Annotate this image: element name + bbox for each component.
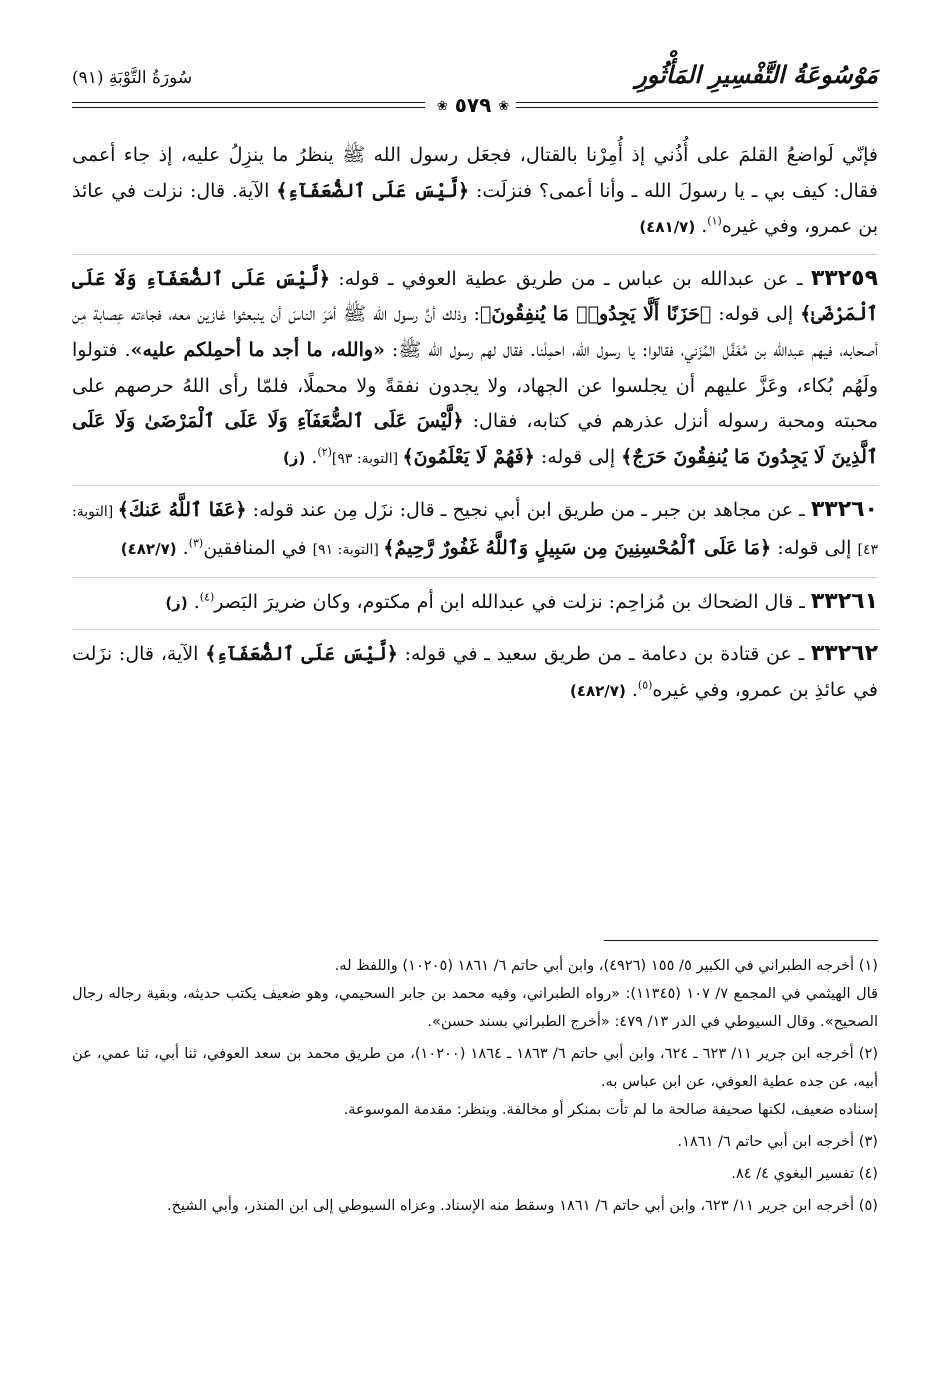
entry-text: ـ قال الضحاك بن مُزاحِم: نزلت في عبدالله ابن أم مكتوم، وكان ضريرَ البَصر — [214, 590, 811, 613]
entry-text: الآية، قال: نزَلت في عائذِ بن عمرو، وفي غيره — [72, 643, 878, 701]
page-number-block — [427, 93, 519, 117]
quran-verse: ﴿لَّيْسَ عَلَى ٱلضُّعَفَآءِ﴾ — [205, 643, 398, 666]
entry-text: إلى قوله: — [771, 536, 858, 559]
entry-text: إلى قوله: — [711, 303, 801, 326]
entry-text: . — [176, 536, 189, 559]
footnote-paragraph: (٣) أخرجه ابن أبي حاتم ٦/ ١٨٦١. — [677, 1133, 878, 1150]
entry-text: إلى قوله: — [534, 445, 622, 468]
page-header — [72, 58, 878, 120]
entry-text: الآية. قال: نزلت في عائذ بن عمرو، وفي غيره — [72, 179, 878, 238]
entry-text: . — [625, 678, 638, 701]
verse-reference: [التوبة: ٤٣] — [72, 504, 878, 558]
entry-text: ـ عن قتادة بن دعامة ـ من طريق سعيد ـ في قوله: — [397, 643, 811, 666]
footnote — [72, 1040, 878, 1124]
footnote — [72, 952, 878, 1036]
footnote — [72, 1192, 878, 1220]
narration-number: ٣٣٢٥٩ — [810, 265, 878, 291]
quran-verse: ﴿لَّيْسَ عَلَى ٱلضُّعَفَآءِ وَلَا عَلَى ٱلْمَرْضَىٰ وَلَا عَلَى ٱلَّذِينَ لَا يَجِدُونَ مَا يُنفِقُونَ حَرَجٌ﴾ — [72, 410, 878, 468]
volume-reference: (٤٨١/٧) — [639, 218, 696, 237]
volume-reference: (ز) — [165, 593, 188, 612]
entry-text: . — [695, 215, 708, 238]
header-rule-right — [516, 102, 878, 108]
footnote-paragraph: (٥) أخرجه ابن جرير ١١/ ٦٢٣، وابن أبي حاتم ٦/ ١٨٦١ وسقط منه الإسناد. وعزاه السيوطي إلى ابن المنذر، وأبي الشيخ. — [166, 1197, 878, 1214]
entry-text: ـ عن مجاهد بن جبر ـ من طريق ابن أبي نجيح ـ قال: نزَل مِن عند قوله: — [246, 499, 811, 522]
footnote-paragraph: (١) أخرجه الطبراني في الكبير ٥/ ١٥٥ (٤٩٢٦)، وابن أبي حاتم ٦/ ١٨٦١ (١٠٢٠٥) واللفظ له. — [334, 957, 878, 974]
verse-reference: [التوبة: ٩٣] — [331, 450, 403, 467]
verse-reference: [التوبة: ٩١] — [312, 541, 384, 558]
footnote — [72, 1128, 878, 1156]
footnote-marker: (٣) — [188, 536, 204, 550]
quran-verse: ﴿لَّيْسَ عَلَى ٱلضُّعَفَآءِ﴾ — [276, 179, 470, 202]
footnote-paragraph: قال الهيثمي في المجمع ٧/ ١٠٧ (١١٣٤٥): «رواه الطبراني، وفيه محمد بن جابر السحيمي، وهو ضعيف يكتب حديثه، وبقية رجاله رجال الصحيح». وقال السيوطي في الدر ١٣/ ٤٧٩: «أخرج الطبراني بسند حسن». — [72, 985, 878, 1030]
page-number: ٥٧٩ — [454, 93, 492, 117]
narration-entry — [72, 261, 878, 487]
narration-number: ٣٣٢٦٢ — [810, 641, 878, 667]
volume-reference: (٤٨٢/٧) — [120, 539, 177, 558]
entry-text: . فتولوا ولَهُم بُكاء، وعَزَّ عليهم أن يجلسوا عن الجهاد، ولا يجدون نفقةً ولا محملًا، فلمّا رأى اللهُ حرصهم على محبته ومحبة رسوله أنزل عذرهم في كتابه، فقال: — [72, 338, 879, 433]
footnote-separator — [604, 940, 878, 941]
quran-verse: ﴿فَهُمْ لَا يَعْلَمُونَ﴾ — [402, 445, 535, 468]
footnote — [72, 1160, 878, 1188]
narration-number: ٣٣٢٦٠ — [810, 497, 878, 523]
entry-text: . — [187, 590, 200, 613]
main-text — [72, 138, 878, 723]
entry-text: فإنّي لَواضعُ القلمَ على أُذُني إذ أُمِرْنا بالقتال، فجعَل رسول الله ﷺ ينظرُ ما ينزِلُ عليه، إذ جاء أعمى فقال: كيف بي ـ يا رسولَ الله ـ وأنا أعمى؟ فنزلَت: — [72, 144, 879, 202]
footnote-marker: (٤) — [199, 590, 215, 604]
narration-entry — [72, 138, 878, 255]
narration-entry — [72, 636, 878, 717]
narration-number: ٣٣٢٦١ — [810, 588, 878, 614]
volume-reference: (٤٨٢/٧) — [569, 681, 626, 700]
header-rule-left — [72, 102, 425, 108]
footnote-marker: (٥) — [637, 678, 653, 692]
hadith-quote: «والله، ما أجد ما أحمِلكم عليه» — [130, 338, 385, 361]
entry-text: في المنافقين — [203, 536, 313, 559]
page-number-row — [72, 93, 878, 117]
footnote-marker: (٢) — [317, 445, 332, 459]
ornament-icon: ❀ — [498, 99, 510, 114]
quran-verse: ﴿لَّيْسَ عَلَى ٱلضُّعَفَآءِ وَلَا عَلَى ٱلْمَرْضَىٰ﴾ — [72, 267, 878, 326]
book-page — [72, 58, 878, 1348]
narration-entry — [72, 492, 878, 577]
footnote-paragraph: إسناده ضعيف، لكنها صحيفة صالحة ما لم تأت بمنكر أو مخالفة. وينظر: مقدمة الموسوعة. — [343, 1101, 878, 1118]
footnote-marker: (١) — [707, 214, 722, 228]
quran-verse: ﴿حَزَنًا أَلَّا يَجِدُوا۟ مَا يُنفِقُونَ﴾ — [479, 303, 712, 326]
surah-name: سُورَةُ التَّوْبَةِ (٩١) — [72, 68, 193, 88]
entry-text: . — [305, 445, 318, 468]
entry-text: : وذلك أنَّ رسول الله ﷺ أمَرَ الناسَ أن ينبعثوا غازين معه، فجاءته عِصابة مِن أصحابه، فيهم عبدالله بن مُغَفَّل المُزَني، فقالوا: يا رسول الله، احمِلْنا. فقال لهم رسول الله ﷺ: — [72, 303, 879, 361]
quran-verse: ﴿مَا عَلَى ٱلْمُحْسِنِينَ مِن سَبِيلٍ وَٱللَّهُ غَفُورٌ رَّحِيمٌ﴾ — [383, 536, 772, 559]
footnote-paragraph: (٢) أخرجه ابن جرير ١١/ ٦٢٣ ـ ٦٢٤، وابن أبي حاتم ٦/ ١٨٦٣ ـ ١٨٦٤ (١٠٢٠٠)، من طريق محمد بن سعد العوفي، ثنا أبي، ثنا عمي، عن أبيه، عن جده عطية العوفي، عن ابن عباس به. — [72, 1045, 879, 1090]
ornament-icon: ❀ — [436, 99, 448, 114]
book-title: مَوْسُوعَةُ التَّفْسِيرِ المَأْثُورِ — [635, 60, 878, 89]
volume-reference: (ز) — [282, 448, 306, 467]
footnote-paragraph: (٤) تفسير البغوي ٤/ ٨٤. — [731, 1165, 878, 1182]
narration-entry — [72, 584, 878, 631]
entry-text: ـ عن عبدالله بن عباس ـ من طريق عطية العوفي ـ قوله: — [330, 267, 811, 290]
footnotes — [72, 952, 878, 1224]
quran-verse: ﴿عَفَا ٱللَّهُ عَنكَ﴾ — [117, 499, 247, 522]
